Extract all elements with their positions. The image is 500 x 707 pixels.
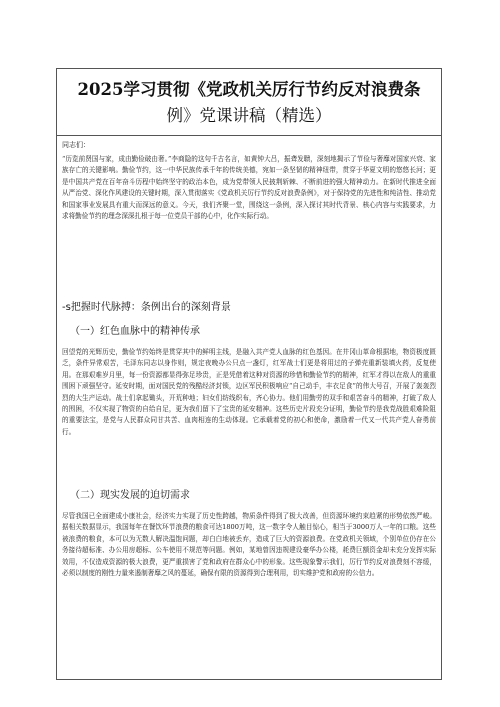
- document-title-line-1: 2025学习贯彻《党政机关厉行节约反对浪费条: [77, 80, 421, 99]
- title-cell: [57, 69, 441, 136]
- salutation: 同志们：: [62, 141, 90, 149]
- section-1-heading: -s把握时代脉搏：条例出台的深刻背景: [62, 302, 231, 313]
- subsection-2-paragraph: 尽管我国已全面建成小康社会，经济实力实现了历史性跨越，物质条件得到了极大改善，但资源环境约束趋紧的形势依然严峻。据相关数据显示，我国每年在餐饮环节浪费的粮食可达1800万吨，这一数字令人触目惊心，相当于3000万人一年的口粮。这些被浪费的粮食，本可以为无数人解决温饱问题，却白白地被丢弃，造成了巨大的资源浪费。在党政机关领域，个别单位仍存在公务接待超标准、办公用房超标、公车使用不规范等问题。例如，某地曾因违规建设豪华办公楼，耗费巨额资金却未充分发挥实际效用，不仅造成资源的极大浪费，更严重损害了党和政府在群众心中的形象。这些现象警示我们，厉行节约反对浪费刻不容缓，必须以制度的刚性力量来遏制奢靡之风的蔓延，确保有限的资源得到合理利用，切实维护党和政府的公信力。: [62, 512, 436, 578]
- intro-paragraph: “历览前贤国与家，成由勤俭破由奢。”李商隐的这句千古名言，如黄钟大吕，振聋发聩，深刻地揭示了节俭与奢靡对国家兴衰、家族存亡的关键影响。勤俭节约，这一中华民族传承千年的传统美德，宛如一条坚韧的精神纽带，贯穿于华夏文明的悠悠长河；更是中国共产党在百年奋斗历程中始终坚守的政治本色，成为党带领人民披荆斩棘、不断前进的强大精神动力。在新时代推进全面从严治党、深化作风建设的关键时期，深入贯彻落实《党政机关厉行节约反对浪费条例》，对于保持党的先进性和纯洁性、推动党和国家事业发展具有重大而深远的意义。今天，我们齐聚一堂，围绕这一条例，深入探讨其时代背景、核心内容与实践要求，力求将勤俭节约的理念深深扎根于每一位党员干部的心中，化作实际行动。: [62, 155, 436, 221]
- document-body: [57, 136, 441, 639]
- document-table-frame: [56, 68, 442, 680]
- subsection-2-heading: （二）现实发展的迫切需求: [70, 490, 190, 501]
- subsection-1-paragraph: 回望党的光辉历史，勤俭节约始终是贯穿其中的鲜明主线，是融入共产党人血脉的红色基因。在井冈山革命根据地，物资极度匮乏，条件异常艰苦，毛泽东同志以身作则，规定夜晚办公只点一盏灯，红军战士们更是将用过的子弹壳重新装填火药，反复使用。在那艰难岁月里，每一份资源都显得弥足珍贵，正是凭借着这种对资源的珍惜和勤俭节约的精神，红军才得以在敌人的重重围困下顽强坚守。延安时期，面对国民党的残酷经济封锁，边区军民积极响应“自己动手，丰衣足食”的伟大号召，开展了轰轰烈烈的大生产运动。战士们拿起锄头，开荒种地；妇女们纺线织布，齐心协力。他们用勤劳的双手和艰苦奋斗的精神，打破了敌人的围困，不仅实现了物资的自给自足，更为我们留下了宝贵的延安精神。这些历史片段充分证明，勤俭节约是我党战胜艰难险阻的重要法宝，是党与人民群众同甘共苦、血肉相连的生动体现。它承载着党的初心和使命，激励着一代又一代共产党人奋勇前行。: [62, 348, 436, 436]
- subsection-1-heading: （一）红色血脉中的精神传承: [70, 326, 200, 337]
- document-title-line-2: 例》党课讲稿（精选）: [166, 106, 332, 125]
